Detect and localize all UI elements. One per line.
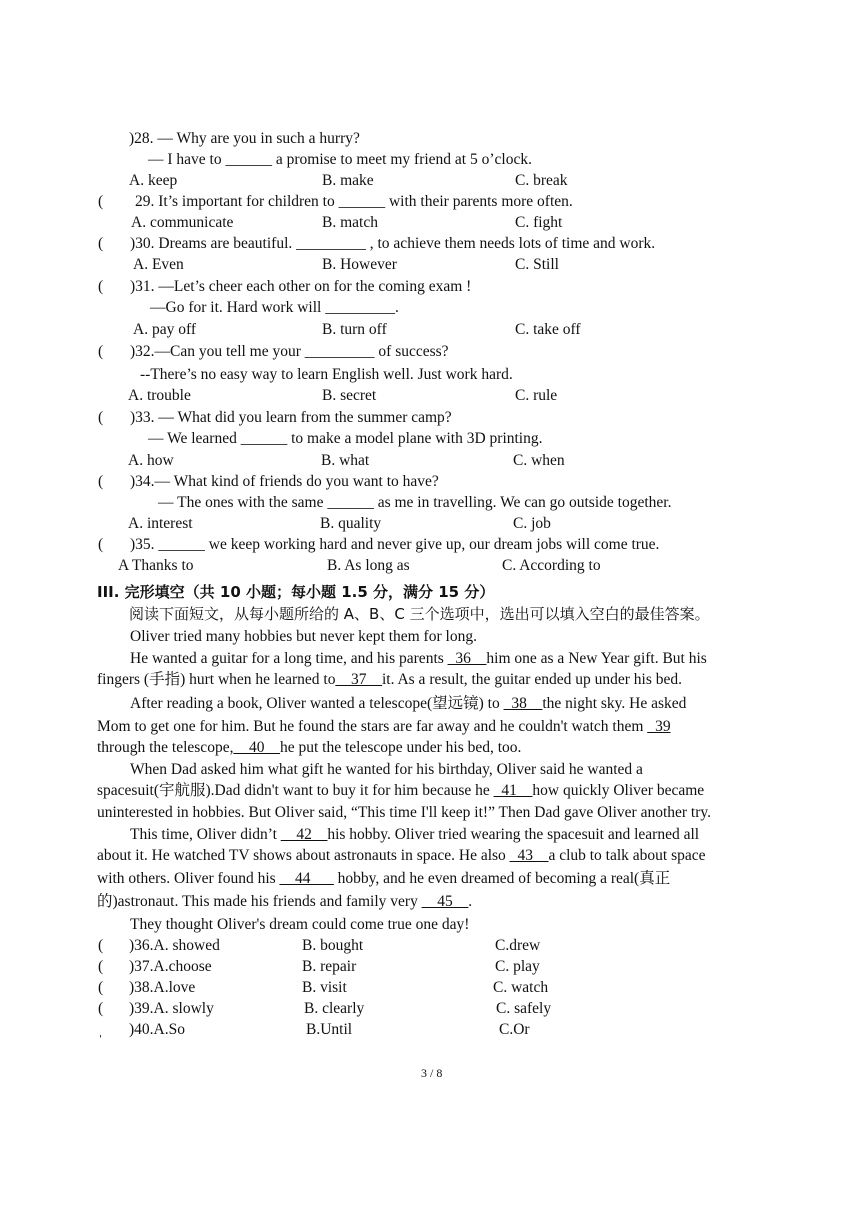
option-row-a: )39.A. slowly [129,1000,214,1017]
option-row-c: C. play [495,958,540,975]
q34-option-a: A. interest [128,515,193,532]
passage-p5-line2 [97,846,706,866]
q34-paren: ( [98,473,104,490]
blank-37: __37__ [335,671,382,688]
q35-option-a: A Thanks to [118,557,194,574]
option-row-paren: ( [98,937,104,954]
option-row-c: C.Or [499,1021,530,1038]
option-row-paren: ˌ [98,1021,104,1038]
option-row-b: B. clearly [304,1000,365,1017]
option-row-paren: ( [98,958,104,975]
passage-text: it. As a result, the guitar ended up under his bed. [381,671,682,688]
passage-text: Mom to get one for him. But he found the stars are far away and he couldn't watch them [97,718,648,735]
q32-stem: )32.—Can you tell me your _________ of success? [130,343,449,360]
passage-text: fingers (手指) hurt when he learned to [97,671,336,688]
q30-option-a: A. Even [133,256,184,273]
q32-line2: --There’s no easy way to learn English well. Just work hard. [140,366,513,383]
passage-p1: Oliver tried many hobbies but never kept them for long. [130,628,477,645]
q33-option-b: B. what [321,452,370,469]
q30-stem: )30. Dreams are beautiful. _________ , to achieve them needs lots of time and work. [130,235,656,252]
q32-option-b: B. secret [322,387,377,404]
option-row-paren: ( [98,979,104,996]
blank-38: _38__ [503,695,543,712]
passage-text: hobby, and he even dreamed of becoming a real(真正 [333,870,671,887]
option-row-c: C. safely [496,1000,552,1017]
blank-43: _43__ [509,847,549,864]
passage-p4-line3: uninterested in hobbies. But Oliver said, “This time I'll keep it!” Then Dad gave Oliver another try. [97,804,712,821]
q34-option-b: B. quality [320,515,382,532]
passage-text: 的)astronaut. This made his friends and family very [97,893,422,910]
q34-stem: )34.— What kind of friends do you want to have? [130,473,439,490]
q31-paren: ( [98,278,104,295]
passage-p3-line1 [130,694,686,714]
blank-39: _39 [647,718,671,735]
blank-45: __45__ [421,893,469,910]
q29-option-a: A. communicate [131,214,234,231]
blank-44: __44___ [279,870,334,887]
q28-line2: — I have to ______ a promise to meet my friend at 5 o’clock. [148,151,532,168]
option-row-a: )37.A.choose [129,958,212,975]
passage-text: his hobby. Oliver tried wearing the spacesuit and learned all [327,826,700,843]
section-heading: III. 完形填空（共 10 小题；每小题 1.5 分，满分 15 分） [97,583,495,601]
q29-stem: 29. It’s important for children to ______ with their parents more often. [135,193,573,210]
q33-stem: )33. — What did you learn from the summer camp? [130,409,452,426]
passage-text: . [468,893,473,910]
option-row-c: C.drew [495,937,541,954]
passage-text: him one as a New Year gift. But his [486,650,707,667]
q29-option-c: C. fight [515,214,563,231]
q30-option-b: B. However [322,256,397,273]
q35-stem: )35. ______ we keep working hard and never give up, our dream jobs will come true. [130,536,660,553]
passage-p2-line1 [130,649,707,669]
option-row-b: B.Until [306,1021,353,1038]
option-row-paren: ( [98,1000,104,1017]
blank-36: _36__ [447,650,487,667]
q30-option-c: C. Still [515,256,559,273]
option-row-a: )40.A.So [129,1021,185,1038]
passage-text: he put the telescope under his bed, too. [279,739,522,756]
passage-p2-line2 [97,670,682,690]
q35-option-c: C. According to [502,557,601,574]
q29-option-b: B. match [322,214,378,231]
passage-p5-line3 [97,869,670,889]
q35-option-b: B. As long as [327,557,410,574]
q34-option-c: C. job [513,515,551,532]
q31-option-a: A. pay off [133,321,196,338]
passage-text: spacesuit(宇航服).Dad didn't want to buy it for him because he [97,782,494,799]
passage-p3-line2 [97,717,671,737]
passage-p4-line1: When Dad asked him what gift he wanted for his birthday, Oliver said he wanted a [130,761,643,778]
q34-line2: — The ones with the same ______ as me in travelling. We can go outside together. [158,494,672,511]
q28-option-b: B. make [322,172,374,189]
q33-paren: ( [98,409,104,426]
q32-paren: ( [98,343,104,360]
q33-option-c: C. when [513,452,565,469]
passage-text: He wanted a guitar for a long time, and his parents [130,650,448,667]
q31-line2: —Go for it. Hard work will _________. [150,299,399,316]
q28-option-c: C. break [515,172,568,189]
passage-text: a club to talk about space [548,847,706,864]
option-row-b: B. bought [302,937,364,954]
option-row-b: B. repair [302,958,357,975]
q32-option-c: C. rule [515,387,558,404]
passage-text: through the telescope, [97,739,234,756]
passage-p5-line1 [130,825,699,845]
q31-option-c: C. take off [515,321,581,338]
q28-option-a: A. keep [129,172,178,189]
q30-paren: ( [98,235,104,252]
passage-text: the night sky. He asked [542,695,687,712]
passage-p5-line4 [97,892,472,912]
q31-option-b: B. turn off [322,321,387,338]
q28-stem: )28. — Why are you in such a hurry? [129,130,360,147]
passage-text: how quickly Oliver became [532,782,705,799]
q33-line2: — We learned ______ to make a model plane with 3D printing. [148,430,543,447]
passage-text: This time, Oliver didn’t [130,826,281,843]
option-row-c: C. watch [493,979,549,996]
q33-option-a: A. how [128,452,174,469]
passage-p4-line2 [97,781,704,801]
q29-paren: ( [98,193,104,210]
section-instruction: 阅读下面短文，从每小题所给的 A、B、C 三个选项中，选出可以填入空白的最佳答案。 [129,605,710,623]
option-row-a: )36.A. showed [129,937,220,954]
blank-40: __40__ [233,739,280,756]
passage-text: After reading a book, Oliver wanted a telescope(望远镜) to [130,695,504,712]
q31-stem: )31. —Let’s cheer each other on for the coming exam ! [130,278,472,295]
option-row-b: B. visit [302,979,347,996]
passage-text: about it. He watched TV shows about astronauts in space. He also [97,847,510,864]
blank-42: __42__ [280,826,328,843]
passage-p6: They thought Oliver's dream could come true one day! [130,916,470,933]
blank-41: _41__ [493,782,533,799]
page-number: 3 / 8 [421,1066,443,1080]
passage-p3-line3 [97,738,521,758]
option-row-a: )38.A.love [129,979,196,996]
q32-option-a: A. trouble [128,387,191,404]
passage-text: with others. Oliver found his [97,870,280,887]
q35-paren: ( [98,536,104,553]
